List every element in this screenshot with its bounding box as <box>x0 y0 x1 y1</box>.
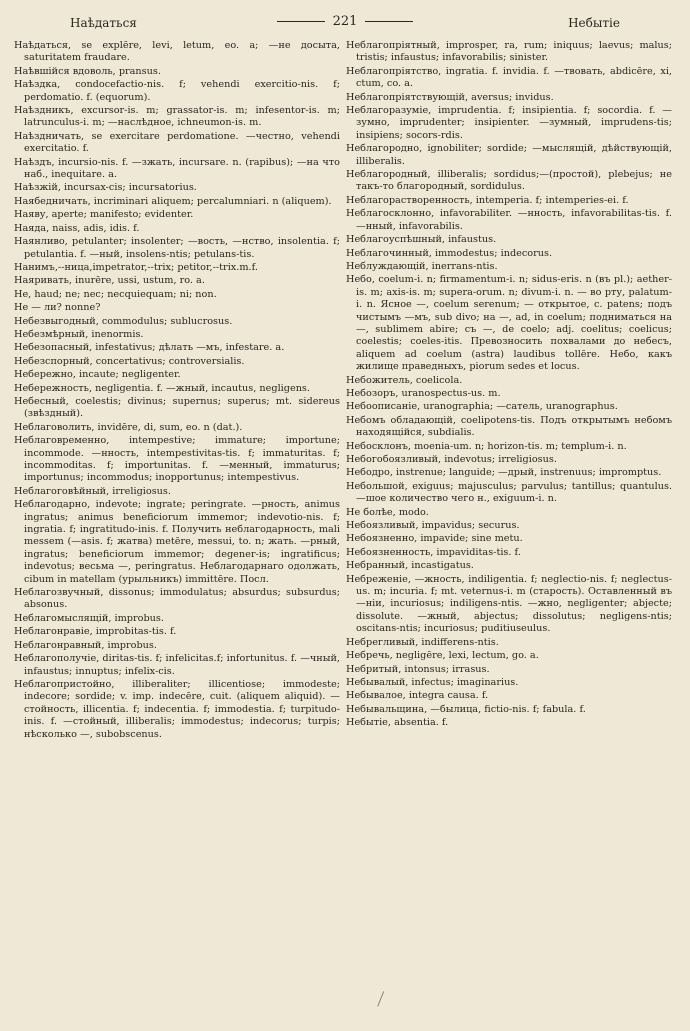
dictionary-entry: Наѣздка, condocefactio-nis. f; vehendi exercitio-nis. f; perdomatio. f. (equorum). <box>14 79 340 103</box>
dictionary-entry: Наяда, naiss, adis, idis. f. <box>14 222 140 234</box>
dictionary-entry: Наѣдаться, se explēre, levi, letum, eo. a; —не досыта, saturitatem fraudare. <box>14 40 340 64</box>
dictionary-entry: Небезопасный, infestativus; дѣлать —мъ, infestare. a. <box>14 342 285 354</box>
dictionary-entry: Небрегливый, indifferens-ntis. <box>346 636 499 648</box>
dictionary-entry: Небожитель, coelicola. <box>346 374 463 386</box>
dictionary-entry: Наянливо, petulanter; insolenter; —вость, —нство, insolentia. f; petulantia. f. —ный, insolens-ntis; petulans-tis. <box>14 236 340 260</box>
dictionary-entry: Небранный, incastigatus. <box>346 560 474 572</box>
dictionary-entry: Нанимъ,--ница,impetrator,--trix; petitor,--trix.m.f. <box>14 261 258 273</box>
dictionary-entry: Неблагополучіе, diritas-tis. f; infelicitas.f; infortunitus. f. —чный, infaustus; innuptus; infelix-cis. <box>14 653 340 677</box>
dictionary-entry: Небытіе, absentia. f. <box>346 717 449 729</box>
header-rule-left <box>277 21 325 22</box>
dictionary-entry: Неблагопристойно, illiberaliter; illicentiose; immodeste; indecore; sordide; v. imp. indecēre, cuit. (aliquem aliquid). —стойность, illicentia. f; indecentia. f; immodestia. f; turpitudo-inis. f. —стойный, illiberalis; immodestus; indecorus; turpis; нѣсколько —, subobscenus. <box>14 678 340 740</box>
dictionary-entry: Не болѣе, modo. <box>346 506 429 518</box>
dictionary-entry: Небодро, instrenue; languide; —дрый, instrenuus; impromptus. <box>346 467 662 479</box>
dictionary-entry: Небережность, negligentia. f. —жный, incautus, negligens. <box>14 382 310 394</box>
right-column <box>346 40 672 731</box>
dictionary-entry: Неблагонравный, improbus. <box>14 639 157 651</box>
page-number: 221 <box>332 14 358 29</box>
dictionary-entry: Небреженіе, —жность, indiligentia. f; neglectio-nis. f; neglectus-us. m; incuria. f; mt. veternus-i. m (старость). Оставленный въ —ніи, incuriosus; indiligens-ntis. —жно, negligenter; abjecte; dissolute. —жный, abjectus; dissolutus; negligens-ntis; oscitans-ntis; incuriosus; puditiuseulus. <box>346 573 672 635</box>
dictionary-entry: Наябедничать, incriminari aliquem; percalumniari. n (aliquem). <box>14 195 332 207</box>
dictionary-entry: Небывалый, infectus; imaginarius. <box>346 676 519 688</box>
dictionary-entry: Не, haud; ne; nec; necquiequam; ni; non. <box>14 288 217 300</box>
dictionary-entry: Неблагонравіе, improbitas-tis. f. <box>14 626 177 638</box>
dictionary-entry: Небоязливый, impavidus; securus. <box>346 520 520 532</box>
dictionary-entry: Небоязненно, impavide; sine metu. <box>346 533 523 545</box>
header-left-word: Наѣдаться <box>70 16 137 30</box>
dictionary-entry: Небезспорный, concertativus; controversialis. <box>14 355 245 367</box>
left-column <box>14 40 340 742</box>
dictionary-entry: Небоязненность, impaviditas-tis. f. <box>346 546 521 558</box>
dictionary-entry: Небоописаніе, uranographia; —сатель, uranographus. <box>346 401 618 413</box>
dictionary-entry: Наѣзжій, incursax-cis; incursatorius. <box>14 182 197 194</box>
dictionary-entry: Небережно, incaute; negligenter. <box>14 369 181 381</box>
dictionary-entry: Неблагоговѣйный, irreligiosus. <box>14 485 171 497</box>
dictionary-entry: Небогобоязливый, indevotus; irreligiosus. <box>346 454 557 465</box>
dictionary-entry: Неблуждающій, inerrans-ntis. <box>346 260 498 272</box>
dictionary-entry: Неблагосклонно, infavorabiliter. —нность, infavorabilitas-tis. f. —нный, infavorabilis. <box>346 208 672 232</box>
header-right-word: Небытіе <box>568 16 620 30</box>
dictionary-entry: Неблагородно, ignobiliter; sordide; —мыслящій, дѣйствующій, illiberalis. <box>346 143 672 167</box>
dictionary-entry: Небречь, negligēre, lexi, lectum, go. a. <box>346 650 539 662</box>
dictionary-entry: Неблагоуспѣшный, infaustus. <box>346 234 497 246</box>
dictionary-entry: Неблагорастворенность, intemperia. f; intemperies-ei. f. <box>346 194 629 206</box>
dictionary-entry: Небезмѣрный, inenormis. <box>14 328 144 340</box>
dictionary-entry: Небывальщина, —былица, fictio-nis. f; fabula. f. <box>346 703 586 715</box>
dictionary-entry: Наяривать, inurēre, ussi, ustum, ro. a. <box>14 275 205 287</box>
page-header <box>0 14 690 34</box>
dictionary-entry: Небесный, coelestis; divinus; supernus; superus; mt. sidereus (звѣздный). <box>14 395 340 420</box>
dictionary-entry: Небозоръ, uranospectus-us. m. <box>346 387 501 399</box>
pencil-mark <box>377 991 389 1008</box>
dictionary-entry: Неблагодарно, indevote; ingrate; peringrate. —рность, animus ingratus; animus beneficiorum immemor; indevotio-nis. f; ingratia. f; ingratitudo-inis. f. Получить неблагодарность, mali messem (—asis. f; жатва) metēre, messui, to. n; жать. —рный, ingratus; beneficiorum immemor; degener-is; ingratificus; indevotus; весьма —, peringratus. Неблагодарнаго одолжать, cibum in matellam (урыльникъ) immittēre. Посл. <box>14 499 340 585</box>
dictionary-entry: Наѣздъ, incursio-nis. f. —зжать, incursare. n. (rapibus); —на что наб., inequitare. a. <box>14 156 340 181</box>
dictionary-entry: Неблагоразуміе, imprudentia. f; insipientia. f; socordia. f. —зумно, imprudenter; insipienter. —зумный, imprudens-tis; insipiens; socors-rdis. <box>346 105 672 141</box>
dictionary-entry: Небезвыгодный, commodulus; sublucrosus. <box>14 315 233 327</box>
dictionary-entry: Небо, coelum-i. n; firmamentum-i. n; sidus-eris. n (въ pl.); aether-is. m; axis-is. m; supera-orum. n; divum-i. n. — во рту, palatum-i. n. Ясное —, coelum serenum; — открытое, c. patens; подъ чистымъ —мъ, sub divo; на —, ad, in coelum; подниматься на—, sublimem abire; съ —, de coelo; adj. coelitus; coelicus; coelestis; coeles-itis. Превозносить похвалами до небесъ, aliquem ad coelum (astra) laudibus tollēre. Небо, какъ жилище праведныхъ, piorum sedes et locus. <box>346 274 672 373</box>
dictionary-entry: Неблаговременно, intempestive; immature; importune; incommode. —нность, intempestivitas-tis. f; immaturitas. f; incommoditas. f; importunitas. f. —менный, immaturus; importunus; incommodus; inopportunus; intempestivus. <box>14 435 340 484</box>
header-rule-right <box>365 21 413 22</box>
dictionary-entry: Небывалое, integra causa. f. <box>346 690 489 702</box>
dictionary-entry: Неблагопріятство, ingratia. f. invidia. f. —твовать, abdicēre, xi, ctum, co. a. <box>346 65 672 90</box>
dictionary-entry: Наѣвшійся вдоволь, pransus. <box>14 65 161 77</box>
dictionary-entry: Небомъ обладающій, coelipotens-tis. Подъ открытымъ небомъ находящійся, subdialis. <box>346 414 672 439</box>
dictionary-entry: Неблагочинный, immodestus; indecorus. <box>346 247 553 259</box>
dictionary-entry: Неблагозвучный, dissonus; immodulatus; absurdus; subsurdus; absonus. <box>14 587 340 611</box>
dictionary-entry: Неблагопріятный, improsper, ra, rum; iniquus; laevus; malus; tristis; infaustus; infavorabilis; sinister. <box>346 40 672 64</box>
dictionary-entry: Небольшой, exiguus; majusculus; parvulus; tantillus; quantulus. —шое количество чего н., exiguum-i. n. <box>346 480 672 505</box>
dictionary-entry: Неблаговолить, invidēre, di, sum, eo. n (dat.). <box>14 421 243 433</box>
dictionary-entry: Небосклонъ, moenia-um. n; horizon-tis. m; templum-i. n. <box>346 440 627 452</box>
dictionary-entry: Неблагородный, illiberalis; sordidus;—(простой), plebejus; не такъ-то благородный, sordidulus. <box>346 169 672 193</box>
dictionary-entry: Небритый, intonsus; irrasus. <box>346 663 490 675</box>
dictionary-entry: Наѣздникъ, excursor-is. m; grassator-is. m; infesentor-is. m; latrunculus-i. m; —наслѣдное, ichneumon-is. m. <box>14 105 340 129</box>
dictionary-entry: Не — ли? nonne? <box>14 302 101 314</box>
dictionary-entry: Неблагомыслящій, improbus. <box>14 612 164 624</box>
dictionary-entry: Неблагопріятствующій, aversus; invidus. <box>346 91 554 103</box>
dictionary-entry: Наяву, aperte; manifesto; evidenter. <box>14 209 194 221</box>
dictionary-entry: Наѣздничать, se exercitare perdomatione. —честно, vehendi exercitatio. f. <box>14 130 340 155</box>
